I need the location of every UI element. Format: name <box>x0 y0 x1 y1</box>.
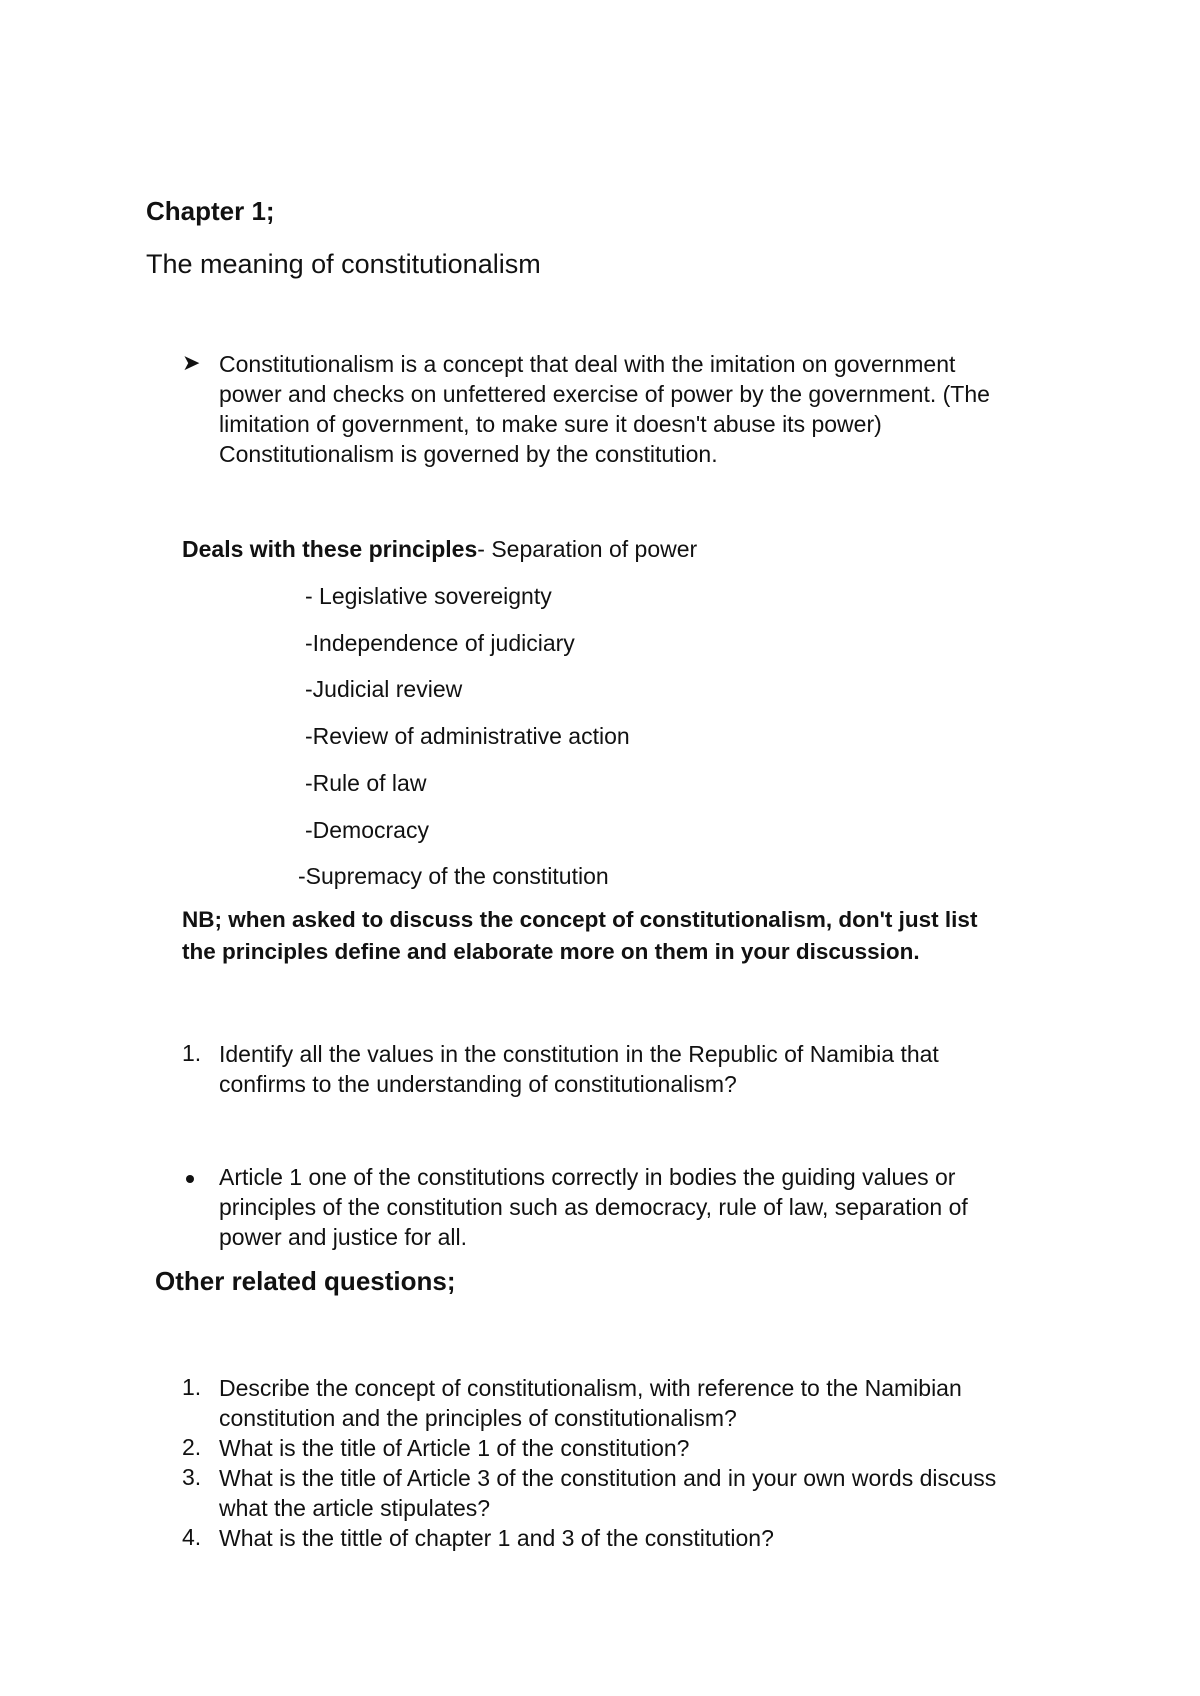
intro-line: power and checks on unfettered exercise of power by the government. (The <box>219 381 990 407</box>
question-number: 4. <box>182 1524 202 1550</box>
principle-item: -Rule of law <box>305 770 427 796</box>
question-number: 3. <box>182 1464 202 1490</box>
question-text <box>219 1373 962 1433</box>
principles-heading-rest: - Separation of power <box>477 536 698 562</box>
nb-line: the principles define and elaborate more on them in your discussion. <box>182 939 920 964</box>
chapter-subtitle: The meaning of constitutionalism <box>146 249 541 279</box>
answer-text <box>219 1162 968 1252</box>
question-line: What is the tittle of chapter 1 and 3 of the constitution? <box>219 1525 774 1551</box>
principle-item: - Legislative sovereignty <box>305 583 552 609</box>
intro-line: limitation of government, to make sure it doesn't abuse its power) <box>219 411 882 437</box>
nb-note <box>182 904 977 968</box>
question-text <box>219 1463 996 1523</box>
question-text <box>219 1039 939 1099</box>
intro-paragraph <box>219 349 990 469</box>
question-text <box>219 1433 689 1463</box>
answer-line: power and justice for all. <box>219 1224 468 1250</box>
principle-item: -Independence of judiciary <box>305 630 575 656</box>
question-line: Identify all the values in the constitution in the Republic of Namibia that <box>219 1041 939 1067</box>
question-line: What is the title of Article 3 of the constitution and in your own words discuss <box>219 1465 997 1491</box>
principle-item: -Judicial review <box>305 676 463 702</box>
principle-item: -Supremacy of the constitution <box>298 863 609 889</box>
intro-line: Constitutionalism is governed by the constitution. <box>219 441 718 467</box>
question-line: What is the title of Article 1 of the constitution? <box>219 1435 690 1461</box>
question-line: Describe the concept of constitutionalism, with reference to the Namibian <box>219 1375 962 1401</box>
chapter-title: Chapter 1; <box>146 196 275 226</box>
answer-line: Article 1 one of the constitutions correctly in bodies the guiding values or <box>219 1164 956 1190</box>
principle-item: -Democracy <box>305 817 429 843</box>
question-line: what the article stipulates? <box>219 1495 491 1521</box>
principles-heading-bold: Deals with these principles <box>182 536 478 562</box>
other-questions-heading: Other related questions; <box>155 1266 456 1296</box>
question-number: 1. <box>182 1040 202 1066</box>
principles-heading <box>182 536 697 563</box>
question-line: constitution and the principles of constitutionalism? <box>219 1405 737 1431</box>
question-number: 1. <box>182 1374 202 1400</box>
question-text <box>219 1523 774 1553</box>
question-number: 2. <box>182 1434 202 1460</box>
question-line: confirms to the understanding of constitutionalism? <box>219 1071 737 1097</box>
nb-line: NB; when asked to discuss the concept of constitutionalism, don't just list <box>182 907 978 932</box>
answer-line: principles of the constitution such as democracy, rule of law, separation of <box>219 1194 968 1220</box>
dot-bullet-icon <box>186 1175 194 1183</box>
intro-line: Constitutionalism is a concept that deal with the imitation on government <box>219 351 956 377</box>
principle-item: -Review of administrative action <box>305 723 630 749</box>
arrow-bullet-icon: ➤ <box>182 350 201 375</box>
